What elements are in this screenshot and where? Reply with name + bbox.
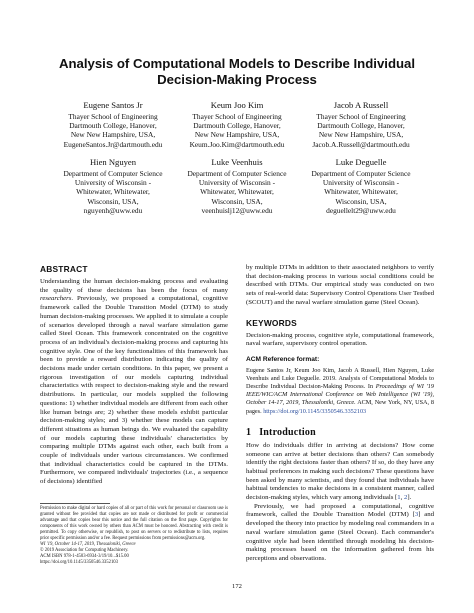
author-affiliation: Dartmouth College, Hanover, [317,121,405,131]
abstract-text-part: Understanding the human decision-making process and evaluating the quality of these decisions has been the focus of many [40,278,228,294]
citation-link[interactable]: 2 [404,494,408,502]
abstract-continuation: by multiple DTMs in addition to their associated neighbors to verify that decision-making process in various social conditions could be described with DTMs. Our empirical study was conducted on two sets of real-world data: Supervisory Control Operations User Testbed (SCOUT) and the naval warfare simulation game (Steel Ocean). [246,264,434,306]
acm-reference-part: Eugene Santos Jr, Keum Joo Kim, Jacob A Russell, Hien Nguyen, Luke Veenhuis and Luke Deguelle. 2019. Analysis of Computational Models to Describe Individual Decision-Making Process. In [246,366,434,391]
acm-reference-heading: ACM Reference format: [246,355,320,363]
author-affiliation: Thayer School of Engineering [68,112,158,121]
author-affiliation: Thayer School of Engineering [192,112,282,121]
author-affiliation: Wisconsin, USA, [335,196,387,206]
author-affiliation: Thayer School of Engineering [316,112,406,121]
title-line-1: Analysis of Computational Models to Describe Individual [58,56,416,71]
intro-text-part: How do individuals differ in arriving at decisions? How come someone can arrive at better decisions than others? Can somebody identify the right decisions faster than others? If so, do they have any habitual preferences in making such decisions? These questions have been asked by many scientists, and they found that individuals have habitual tendencies to make decisions in a consistent manner, called decision-making styles, which vary among individuals [ [246,441,434,502]
acm-reference-doi-link[interactable]: https://doi.org/10.1145/3350546.3352103 [263,407,367,415]
author-affiliation: Whitewater, Whitewater, [76,187,150,197]
author-email[interactable]: EugeneSantos.Jr@dartmouth.edu [63,139,163,149]
intro-paragraph-1 [246,442,434,503]
author-affiliation: Wisconsin, USA, [87,196,139,206]
footnote-rule [40,503,110,504]
introduction-heading [246,426,434,439]
abstract-text [40,278,228,487]
author-name: Jacob A Russell [333,100,389,110]
paper-title [40,56,434,88]
citation-link[interactable]: 3 [414,511,419,519]
author-email[interactable]: veenhuislj12@uww.edu [201,205,273,215]
intro-text-part: Previously, we had proposed a computational, cognitive framework, called the Double Transition Model (DTM) [ [246,502,434,519]
footnote-permission: Permission to make digital or hard copies of all or part of this work for personal or classroom use is granted without fee provided that copies are not made or distributed for profit or commercial advantage and that copies bear this notice and the full citation on the first page. Copyrights for components of this work owned by others than ACM must be honored. Abstracting with credit is permitted. To copy otherwise, or republish, to post on servers or to redistribute to lists, requires prior specific permission and/or a fee. Request permissions from permissions@acm.org. [40,506,228,541]
footnote-copyright: © 2019 Association for Computing Machinery. [40,548,129,553]
author-email[interactable]: nguyenh@uww.edu [83,205,143,215]
citation-link[interactable]: 1 [397,494,401,502]
acm-reference-part: ACM, New York, NY, USA, 8 pages. [246,399,434,415]
page-number: 172 [232,583,242,590]
author-email[interactable]: Jacob.A.Russell@dartmouth.edu [312,139,410,149]
permission-footnote [40,506,228,566]
section-number: 1 [246,426,252,438]
author-name: Luke Deguelle [335,157,387,167]
left-column [40,264,228,487]
author-affiliation: New New Hampshire, USA, [194,130,280,140]
intro-text-part: ] and developed the theory into practice by modeling real commanders in a naval warfare simulation game (Steel Ocean). Each commander's cognitive style had been identified through modeling his decision-making processes based on the information gathered from his perceptions and observations. [246,511,435,562]
author-email[interactable]: Keum.Joo.Kim@dartmouth.edu [189,139,285,149]
author-affiliation: Department of Computer Science [187,169,287,178]
author-affiliation: New New Hampshire, USA, [318,130,404,140]
intro-text-part: ]. [407,494,412,502]
right-column [246,264,434,564]
abstract-text-part: . Previously, we proposed a computational, cognitive framework called the Double Transition Model (DTM) to study human decision-making processes. We applied it to simulate a couple of scenarios developed through a naval warfare simulation game called Steel Ocean. This framework concentrated on the cognitive process of an individual's decision-making process and capturing his cognitive style. One of the key functionalities of this framework has been to provide a reward distribution indicating the quality of decisions made under certain conditions. In this paper, we present a rigorous investigation of our models capturing individual characteristics with respect to decision-making style and the reward distributions. In particular, our models supplied the following questions: 1) whether individual models are different from each other like human beings are; 2) whether these models exhibit particular decision-making styles; and 3) whether these models can capture different situations as human beings do. We evaluated the capability of our models capturing these individuals' characteristics by comparing multiple DTMs against each other, each built from a couple of individuals under various circumstances. We confirmed that individual characteristics could be captured in the DTMs. Furthermore, we compared individuals' trajectories (i.e., a sequence of decisions) identified [40,295,228,486]
author-name: Eugene Santos Jr [83,100,143,110]
acm-reference-text [246,367,434,416]
footnote-conference: WI '19, October 14-17, 2019, Thessaloniki, Greece [40,542,136,547]
author-affiliation: Department of Computer Science [63,169,163,178]
abstract-emphasis: researchers [40,295,72,303]
author-name: Keum Joo Kim [210,100,264,110]
section-title: Introduction [259,426,316,438]
author-affiliation: University of Wisconsin - [198,178,276,188]
author-affiliation: New New Hampshire, USA, [70,130,156,140]
author-email[interactable]: deguellelt29@uww.edu [326,205,396,215]
author-name: Luke Veenhuis [211,157,263,167]
author-affiliation: Dartmouth College, Hanover, [193,121,281,131]
keywords-text: Decision-making process, cognitive style, computational framework, naval warfare, supervisory control operation. [246,331,434,348]
author-affiliation: Wisconsin, USA, [211,196,263,206]
intro-paragraph-2 [246,503,434,564]
footnote-isbn: ACM ISBN 978-1-4503-6934-3/19/10...$15.00 [40,554,129,559]
author-block [286,100,436,149]
author-affiliation: Whitewater, Whitewater, [200,187,274,197]
keywords-heading: KEYWORDS [246,317,297,328]
author-affiliation: Department of Computer Science [311,169,411,178]
abstract-heading: ABSTRACT [40,264,88,274]
intro-text-part: , [400,494,405,502]
author-affiliation: University of Wisconsin - [74,178,152,188]
footnote-doi-link[interactable]: https://doi.org/10.1145/3350546.3352103 [40,560,118,565]
author-affiliation: Whitewater, Whitewater, [324,187,398,197]
author-block [286,157,436,215]
title-line-2: Decision-Making Process [157,72,317,87]
author-affiliation: University of Wisconsin - [322,178,400,188]
acm-reference-emphasis: Proceedings of WI '19 IEEE/WIC/ACM International Conference on Web Intelligence (WI '19), October 14-17, 2019, Thessaloniki, Greece. [246,383,434,407]
author-name: Hien Nguyen [89,157,137,167]
author-affiliation: Dartmouth College, Hanover, [69,121,157,131]
